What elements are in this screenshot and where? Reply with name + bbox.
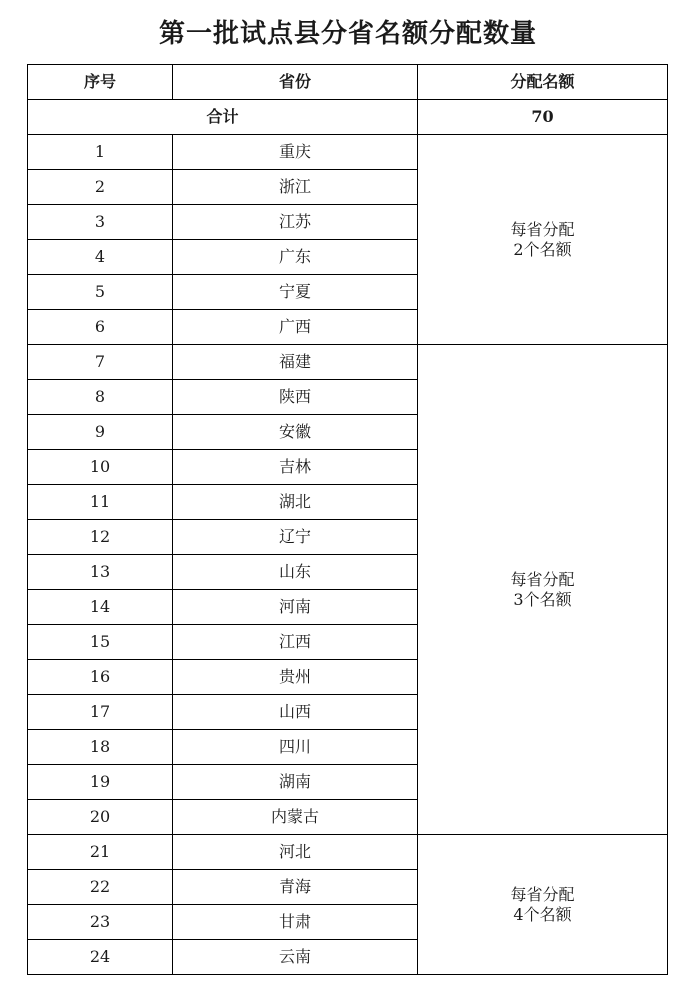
row-province: 河北 [173, 835, 418, 870]
row-no: 14 [28, 590, 173, 625]
row-province: 陕西 [173, 380, 418, 415]
row-no: 10 [28, 450, 173, 485]
row-no: 9 [28, 415, 173, 450]
row-province: 内蒙古 [173, 800, 418, 835]
quota-table [27, 64, 668, 975]
row-no: 23 [28, 905, 173, 940]
row-province: 浙江 [173, 170, 418, 205]
row-province: 宁夏 [173, 275, 418, 310]
row-no: 20 [28, 800, 173, 835]
row-province: 贵州 [173, 660, 418, 695]
row-province: 山西 [173, 695, 418, 730]
header-no: 序号 [28, 65, 173, 100]
group-quota-3 [418, 345, 668, 835]
row-province: 河南 [173, 590, 418, 625]
row-no: 13 [28, 555, 173, 590]
table-row [28, 135, 668, 170]
row-province: 山东 [173, 555, 418, 590]
group-quota-line1: 每省分配 [510, 884, 575, 904]
row-no: 3 [28, 205, 173, 240]
row-no: 6 [28, 310, 173, 345]
group-quota-line2: 4个名额 [513, 904, 572, 924]
row-no: 16 [28, 660, 173, 695]
group-quota-4 [418, 835, 668, 975]
total-row [28, 100, 668, 135]
group-quota-line1: 每省分配 [510, 219, 575, 239]
row-province: 甘肃 [173, 905, 418, 940]
row-no: 11 [28, 485, 173, 520]
row-no: 2 [28, 170, 173, 205]
row-no: 5 [28, 275, 173, 310]
row-no: 18 [28, 730, 173, 765]
row-no: 7 [28, 345, 173, 380]
row-province: 福建 [173, 345, 418, 380]
group-quota-line2: 3个名额 [513, 589, 572, 609]
row-province: 云南 [173, 940, 418, 975]
total-value: 70 [418, 100, 668, 135]
row-no: 19 [28, 765, 173, 800]
row-no: 24 [28, 940, 173, 975]
header-row [28, 65, 668, 100]
row-province: 湖北 [173, 485, 418, 520]
header-quota: 分配名额 [418, 65, 668, 100]
page-title: 第一批试点县分省名额分配数量 [158, 19, 537, 49]
row-province: 湖南 [173, 765, 418, 800]
group-quota-line1: 每省分配 [510, 569, 575, 589]
row-no: 17 [28, 695, 173, 730]
group-quota-line2: 2个名额 [513, 239, 572, 259]
row-no: 15 [28, 625, 173, 660]
row-no: 4 [28, 240, 173, 275]
table-row [28, 835, 668, 870]
group-quota-2 [418, 135, 668, 345]
header-province: 省份 [173, 65, 418, 100]
row-no: 1 [28, 135, 173, 170]
row-province: 江西 [173, 625, 418, 660]
row-province: 四川 [173, 730, 418, 765]
total-label: 合计 [28, 100, 418, 135]
row-province: 广东 [173, 240, 418, 275]
row-province: 辽宁 [173, 520, 418, 555]
row-province: 安徽 [173, 415, 418, 450]
row-no: 21 [28, 835, 173, 870]
row-province: 江苏 [173, 205, 418, 240]
row-no: 12 [28, 520, 173, 555]
row-province: 青海 [173, 870, 418, 905]
row-province: 重庆 [173, 135, 418, 170]
table-row [28, 345, 668, 380]
row-no: 8 [28, 380, 173, 415]
row-province: 吉林 [173, 450, 418, 485]
row-province: 广西 [173, 310, 418, 345]
row-no: 22 [28, 870, 173, 905]
